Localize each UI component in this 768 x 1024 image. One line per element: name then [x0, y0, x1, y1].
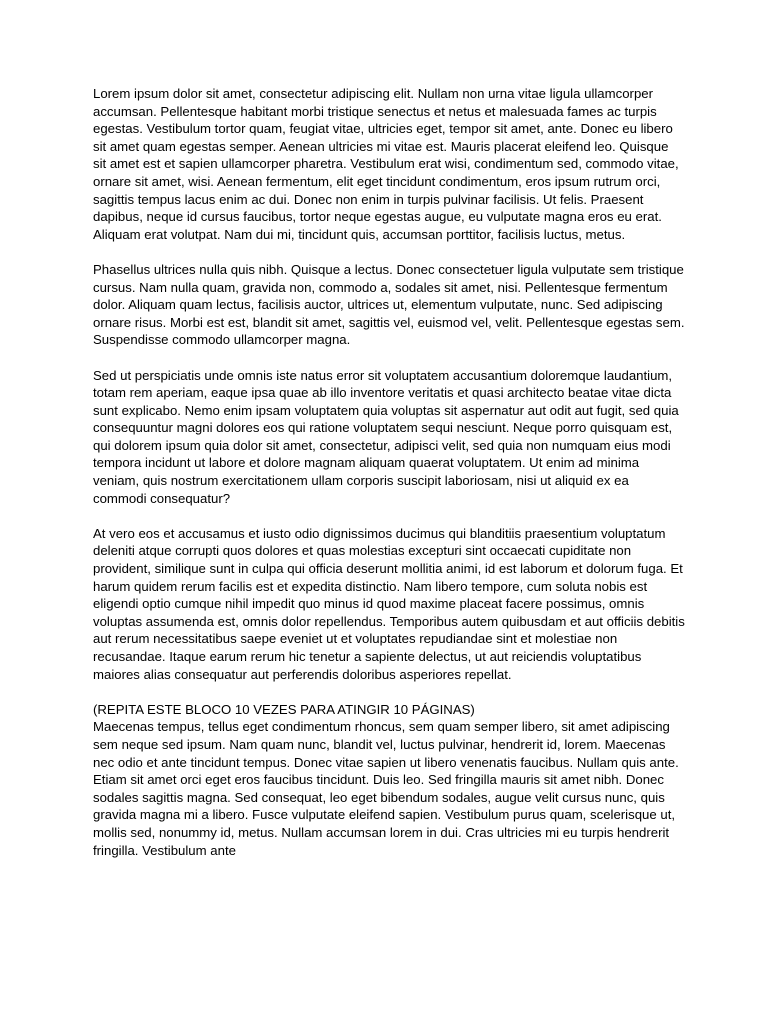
- instruction-heading: (REPITA ESTE BLOCO 10 VEZES PARA ATINGIR 10 PÁGINAS): [93, 701, 475, 717]
- document-body: [93, 85, 685, 859]
- paragraph-2: Phasellus ultrices nulla quis nibh. Quisque a lectus. Donec consectetuer ligula vulputate sem tristique cursus. Nam nulla quam, gravida non, commodo a, sodales sit amet, nisi. Pellentesque fermentum dolor. Aliquam quam lectus, facilisis auctor, ultrices ut, elementum vulputate, nunc. Sed adipiscing ornare risus. Morbi est est, blandit sit amet, sagittis vel, euismod vel, velit. Pellentesque egestas sem. Suspendisse commodo ullamcorper magna.: [93, 261, 685, 348]
- paragraph-5: Maecenas tempus, tellus eget condimentum rhoncus, sem quam semper libero, sit amet adipiscing sem neque sed ipsum. Nam quam nunc, blandit vel, luctus pulvinar, hendrerit id, lorem. Maecenas nec odio et ante tincidunt tempus. Donec vitae sapien ut libero venenatis faucibus. Nullam quis ante. Etiam sit amet orci eget eros faucibus tincidunt. Duis leo. Sed fringilla mauris sit amet nibh. Donec sodales sagittis magna. Sed consequat, leo eget bibendum sodales, augue velit cursus nunc, quis gravida magna mi a libero. Fusce vulputate eleifend sapien. Vestibulum purus quam, scelerisque ut, mollis sed, nonummy id, metus. Nullam accumsan lorem in dui. Cras ultricies mi eu turpis hendrerit fringilla. Vestibulum ante: [93, 719, 679, 858]
- paragraph-1: Lorem ipsum dolor sit amet, consectetur adipiscing elit. Nullam non urna vitae ligula ullamcorper accumsan. Pellentesque habitant morbi tristique senectus et netus et malesuada fames ac turpis egestas. Vestibulum tortor quam, feugiat vitae, ultricies eget, tempor sit amet, ante. Donec eu libero sit amet quam egestas semper. Aenean ultricies mi vitae est. Mauris placerat eleifend leo. Quisque sit amet est et sapien ullamcorper pharetra. Vestibulum erat wisi, condimentum sed, commodo vitae, ornare sit amet, wisi. Aenean fermentum, elit eget tincidunt condimentum, eros ipsum rutrum orci, sagittis tempus lacus enim ac dui. Donec non enim in turpis pulvinar facilisis. Ut felis. Praesent dapibus, neque id cursus faucibus, tortor neque egestas augue, eu vulputate magna eros eu erat. Aliquam erat volutpat. Nam dui mi, tincidunt quis, accumsan porttitor, facilisis luctus, metus.: [93, 86, 679, 242]
- paragraph-3: Sed ut perspiciatis unde omnis iste natus error sit voluptatem accusantium doloremque laudantium, totam rem aperiam, eaque ipsa quae ab illo inventore veritatis et quasi architecto beatae vitae dicta sunt explicabo. Nemo enim ipsam voluptatem quia voluptas sit aspernatur aut odit aut fugit, sed quia consequuntur magni dolores eos qui ratione voluptatem sequi nesciunt. Neque porro quisquam est, qui dolorem ipsum quia dolor sit amet, consectetur, adipisci velit, sed quia non numquam eius modi tempora incidunt ut labore et dolore magnam aliquam quaerat voluptatem. Ut enim ad minima veniam, quis nostrum exercitationem ullam corporis suscipit laboriosam, nisi ut aliquid ex ea commodi consequatur?: [93, 367, 679, 506]
- paragraph-4: At vero eos et accusamus et iusto odio dignissimos ducimus qui blanditiis praesentium voluptatum deleniti atque corrupti quos dolores et quas molestias excepturi sint occaecati cupiditate non provident, similique sunt in culpa qui officia deserunt mollitia animi, id est laborum et dolorum fuga. Et harum quidem rerum facilis est et expedita distinctio. Nam libero tempore, cum soluta nobis est eligendi optio cumque nihil impedit quo minus id quod maxime placeat facere possimus, omnis voluptas assumenda est, omnis dolor repellendus. Temporibus autem quibusdam et aut officiis debitis aut rerum necessitatibus saepe eveniet ut et voluptates repudiandae sint et molestiae non recusandae. Itaque earum rerum hic tenetur a sapiente delectus, ut aut reiciendis voluptatibus maiores alias consequatur aut perferendis doloribus asperiores repellat.: [93, 525, 685, 682]
